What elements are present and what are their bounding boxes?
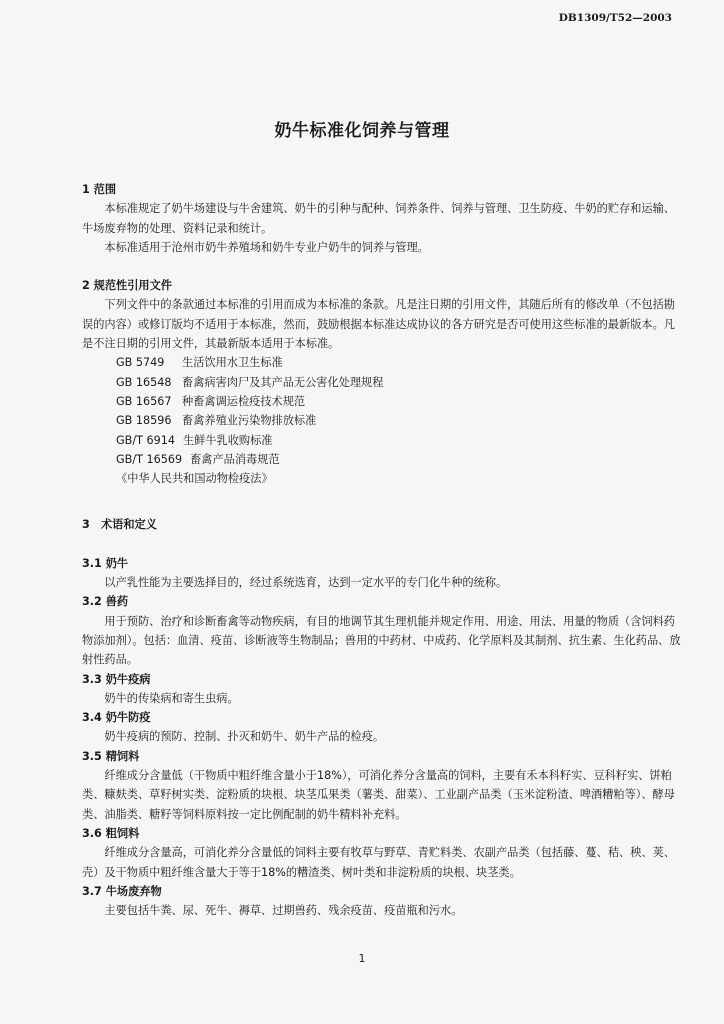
ref-item	[82, 353, 682, 372]
ref-name: 种畜禽调运检疫技术规范	[182, 394, 306, 408]
ref-name: 畜禽养殖业污染物排放标准	[182, 414, 317, 428]
section-terms-heading: 3 术语和定义	[82, 518, 157, 532]
ref-item	[82, 431, 682, 450]
ref-item	[82, 392, 682, 411]
ref-law: 《中华人民共和国动物检疫法》	[116, 472, 273, 486]
term-heading: 3.4 奶牛防疫	[82, 711, 151, 725]
ref-code: GB/T 16569	[116, 452, 183, 466]
term-definition: 纤维成分含量低（干物质中粗纤维含量小于18%），可消化养分含量高的饲料，主要有禾本科籽实、豆科籽实、饼粕类、糠麸类、草籽树实类、淀粉质的块根、块茎瓜果类（薯类、甜菜）、工业副产品类（玉米淀粉渣、啤酒糟粕等）、酵母类、油脂类、糖籽等饲料原料按一定比例配制的奶牛精料补充料。	[82, 769, 675, 821]
standard-code: DB1309/T52—2003	[558, 12, 672, 24]
ref-name: 生活饮用水卫生标准	[182, 356, 283, 370]
term-heading: 3.3 奶牛疫病	[82, 672, 151, 686]
scope-paragraph: 本标准规定了奶牛场建设与牛舍建筑、奶牛的引种与配种、饲养条件、饲养与管理、卫生防疫、牛奶的贮存和运输、牛场废弃物的处理、资料记录和统计。	[82, 202, 675, 235]
refs-paragraph: 下列文件中的条款通过本标准的引用而成为本标准的条款。凡是注日期的引用文件，其随后所有的修改单（不包括勘误的内容）或修订版均不适用于本标准，然而，鼓励根据本标准达成协议的各方研究是否可使用这些标准的最新版本。凡是不注日期的引用文件，其最新版本适用于本标准。	[82, 298, 675, 351]
term-definition: 纤维成分含量高，可消化养分含量低的饲料主要有牧草与野草、青贮料类、农副产品类（包括藤、蔓、秸、秧、荚、壳）及干物质中粗纤维含量大于等于18%的糟渣类、树叶类和非淀粉质的块根、块茎类。	[82, 846, 675, 879]
ref-item	[82, 450, 682, 469]
ref-name: 畜禽产品消毒规范	[190, 452, 280, 466]
term-definition: 用于预防、治疗和诊断畜禽等动物疾病，有目的地调节其生理机能并规定作用、用途、用法、用量的物质（含饲料药物添加剂）。包括：血清、疫苗、诊断液等生物制品；兽用的中药材、中成药、化学原料及其制剂、抗生素、生化药品、放射性药品。	[82, 614, 681, 667]
scope-applicability: 本标准适用于沧州市奶牛养殖场和奶牛专业户奶牛的饲养与管理。	[104, 240, 429, 254]
ref-code: GB 5749	[116, 356, 165, 370]
document-body	[82, 180, 682, 920]
term-definition: 奶牛的传染病和寄生虫病。	[104, 691, 239, 705]
term-definition: 以产乳性能为主要选择目的，经过系统选育，达到一定水平的专门化牛种的统称。	[104, 576, 508, 590]
ref-code: GB 16567	[116, 394, 172, 408]
term-heading: 3.5 精饲料	[82, 749, 140, 763]
term-heading: 3.7 牛场废弃物	[82, 884, 162, 898]
term-definition: 主要包括牛粪、尿、死牛、褥草、过期兽药、残余疫苗、疫苗瓶和污水。	[104, 904, 463, 918]
term-heading: 3.2 兽药	[82, 595, 129, 609]
term-heading: 3.1 奶牛	[82, 556, 129, 570]
section-refs-heading: 2 规范性引用文件	[82, 279, 172, 293]
section-scope-heading: 1 范围	[82, 183, 117, 196]
term-definition: 奶牛疫病的预防、控制、扑灭和奶牛、奶牛产品的检疫。	[104, 730, 385, 744]
document-title: 奶牛标准化饲养与管理	[274, 121, 450, 141]
ref-name: 生鲜牛乳收购标准	[182, 433, 273, 447]
ref-code: GB 18596	[116, 414, 172, 428]
ref-code: GB 16548	[116, 375, 172, 389]
ref-item	[82, 411, 682, 430]
ref-code: GB/T 6914	[116, 433, 175, 447]
ref-name: 畜禽病害肉尸及其产品无公害化处理规程	[182, 375, 384, 389]
term-heading: 3.6 粗饲料	[82, 826, 140, 840]
page-number: 1	[358, 952, 366, 965]
ref-item	[82, 373, 682, 392]
